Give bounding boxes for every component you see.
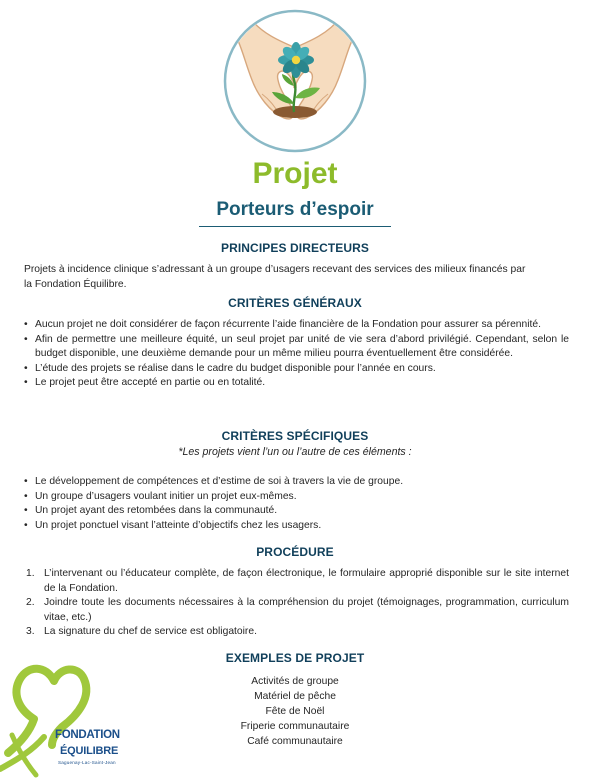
principes-text [24,262,569,292]
criteres-generaux-list [24,318,569,391]
procedure-heading: PROCÉDURE [256,545,334,559]
list-item [24,567,569,596]
list-item: • L’étude des projets se réalise dans le cadre du budget disponible pour l’année en cours. [24,362,569,377]
list-item: • Le développement de compétences et d’estime de soi à travers la vie de groupe. [24,475,569,490]
list-item: Activités de groupe [251,676,339,687]
criteres-generaux-heading: CRITÈRES GÉNÉRAUX [228,296,362,310]
principes-heading: PRINCIPES DIRECTEURS [220,241,370,255]
criteres-specifiques-list [24,475,569,533]
principes-text-line1: Projets à incidence clinique s’adressant à un groupe d’usagers recevant des services des milieux financés par [24,264,526,275]
list-item: • Le projet peut être accepté en partie ou en totalité. [24,376,569,391]
list-item [24,625,569,640]
list-item-number: 2. [26,597,35,609]
list-item-number: 3. [26,626,35,638]
list-item: Fête de Noël [265,706,325,717]
procedure-list [24,567,569,640]
list-item: Matériel de pêche [254,691,336,702]
criteres-specifiques-heading: CRITÈRES SPÉCIFIQUES [221,429,369,443]
logo-name-line1: FONDATION [55,729,120,741]
page-subtitle: Porteurs d’espoir [216,199,374,220]
list-item-number: 1. [26,568,35,579]
list-item: • Un projet ayant des retombées dans la communauté. [24,504,569,519]
list-item: • Afin de permettre une meilleure équité, un seul projet par unité de vie sera d’abord privilégié. Cependant, selon le budget disponible, une deuxième demande pour un même milieu pourra éventuellement être considérée. [24,333,569,362]
page-title: Projet [252,157,338,190]
list-item-text: Joindre toute les documents nécessaires à la compréhension du projet (témoignages, programmation, curriculum vitae, etc.) [44,597,569,623]
criteres-specifiques-note: *Les projets vient l’un ou l’autre de ces éléments : [178,446,412,458]
list-item: • Un projet ponctuel visant l’atteinte d’objectifs chez les usagers. [24,519,569,534]
principes-text-line2: la Fondation Équilibre. [24,279,127,290]
hands-holding-flower-icon [222,8,368,154]
list-item-text: La signature du chef de service est obligatoire. [44,626,257,638]
list-item: • Un groupe d’usagers voulant initier un projet eux-mêmes. [24,490,569,505]
exemples-heading: EXEMPLES DE PROJET [225,651,365,665]
list-item-text: L’intervenant ou l’éducateur complète, de façon électronique, le formulaire approprié disponible sur le site internet de la Fondation. [44,568,569,594]
list-item: Café communautaire [247,736,343,747]
list-item: • Aucun projet ne doit considérer de façon récurrente l’aide financière de la Fondation pour assurer sa pérennité. [24,318,569,333]
logo-region: Saguenay-Lac-Saint-Jean [58,760,116,765]
list-item [24,596,569,625]
logo-name-line2: ÉQUILIBRE [60,745,119,757]
subtitle-underline [199,226,391,227]
list-item: Friperie communautaire [240,721,350,732]
